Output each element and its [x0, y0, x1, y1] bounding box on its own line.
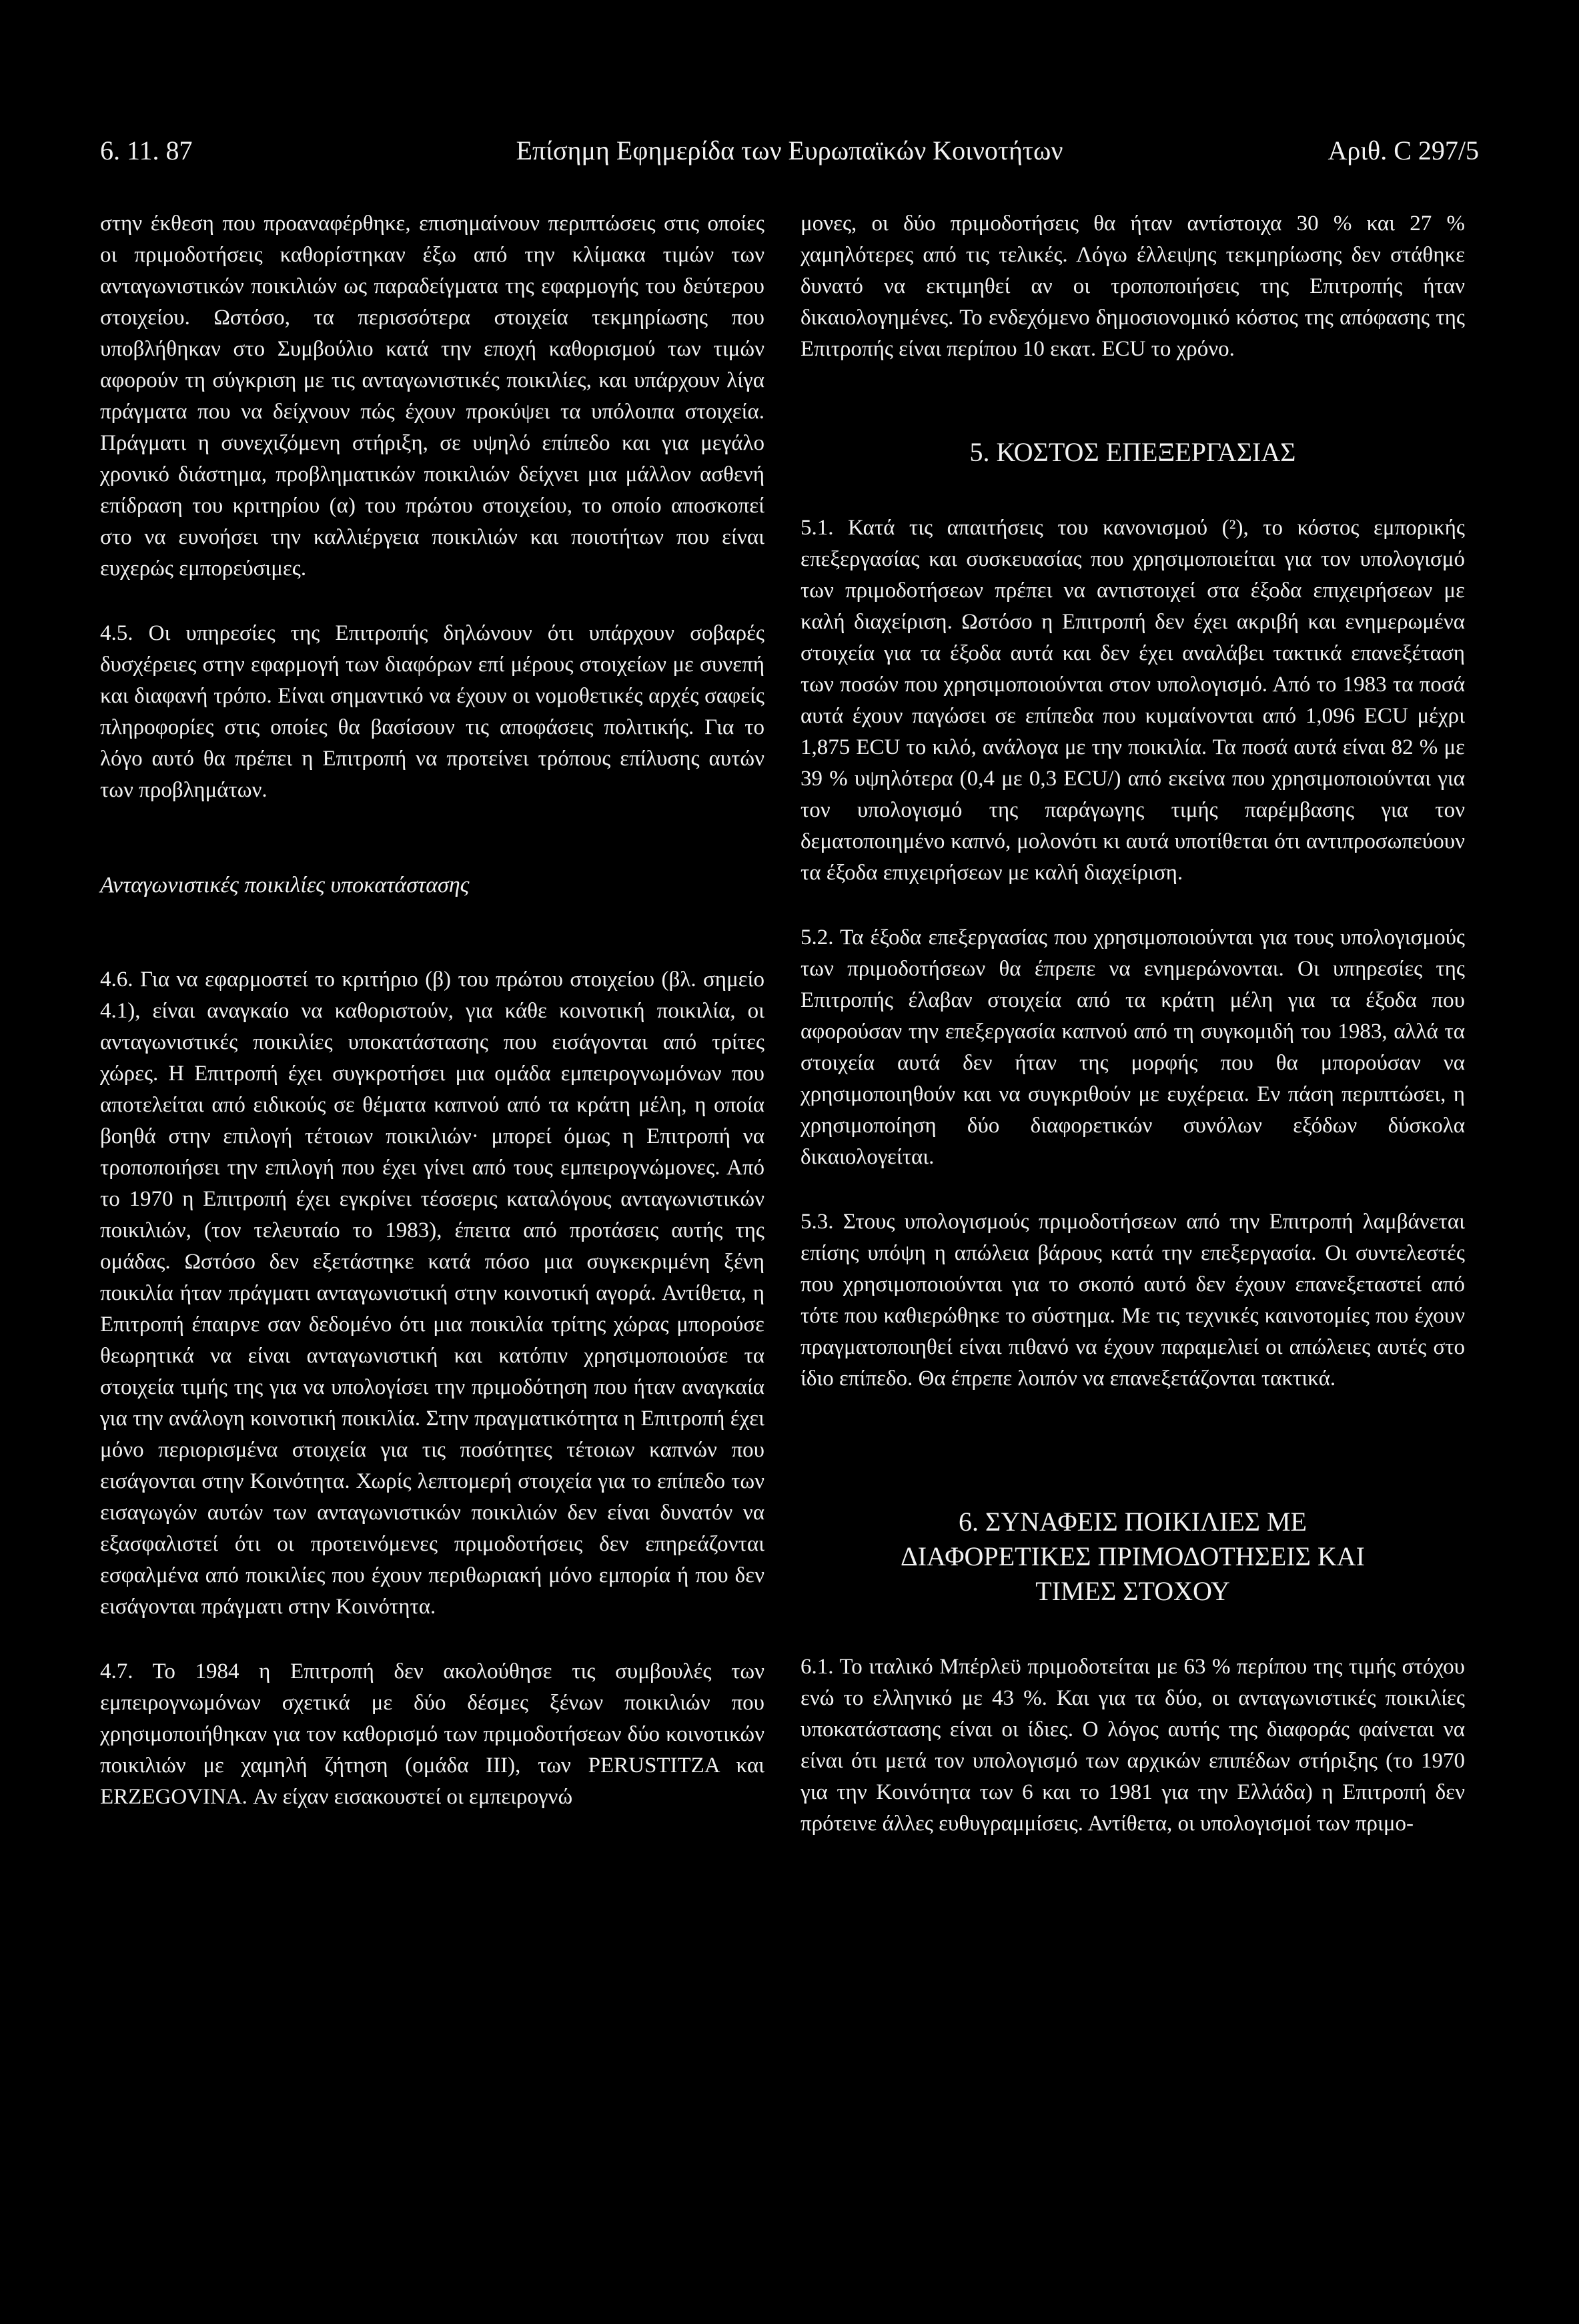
left-column — [100, 208, 764, 1813]
section-5-heading: 5. ΚΟΣΤΟΣ ΕΠΕΞΕΡΓΑΣΙΑΣ — [969, 437, 1296, 467]
paragraph-5-2: 5.2. Τα έξοδα επεξεργασίας που χρησιμοποιούνται για τους υπολογισμούς των πριμοδοτήσεων θα έπρεπε να ενημερώνονται. Οι υπηρεσίες της Επιτροπής έλαβαν στοιχεία από τα κράτη μέλη για τα έξοδα που αφορούσαν την επεξεργασία καπνού από τη συγκομιδή του 1983, αλλά τα στοιχεία αυτά δεν ήταν της μορφής που θα μπορούσαν να χρησιμοποιηθούν και να συγκριθούν με ευχέρεια. Εν πάση περιπτώσει, η χρησιμοποίηση δύο διαφορετικών συνόλων εξόδων δύσκολα δικαιολογείται. — [801, 925, 1465, 1169]
paragraph-4-4-continued: στην έκθεση που προαναφέρθηκε, επισημαίνουν περιπτώσεις στις οποίες οι πριμοδοτήσεις καθορίστηκαν έξω από την κλίμακα τιμών των ανταγωνιστικών ποικιλιών ως παραδείγματα της εφαρμογής του δεύτερου στοιχείου. Ωστόσο, τα περισσότερα στοιχεία τεκμηρίωσης που υποβλήθηκαν στο Συμβούλιο κατά την εποχή καθορισμού των τιμών αφορούν τη σύγκριση με τις ανταγωνιστικές ποικιλίες, και υπάρχουν λίγα πράγματα που να δείχνουν πώς έχουν προκύψει τα υπόλοιπα στοιχεία. Πράγματι η συνεχιζόμενη στήριξη, σε υψηλό επίπεδο και για μεγάλο χρονικό διάστημα, προβληματικών ποικιλιών δείχνει μια μάλλον ασθενή επίδραση του κριτηρίου (α) του πρώτου στοιχείου, το οποίο αποσκοπεί στο να ευνοήσει την καλλιέργεια ποικιλιών και ποιοτήτων που είναι ευχερώς εμπορεύσιμες. — [100, 212, 764, 580]
paragraph-4-5: 4.5. Οι υπηρεσίες της Επιτροπής δηλώνουν ότι υπάρχουν σοβαρές δυσχέρειες στην εφαρμογή των διαφόρων επί μέρους στοιχείων με συνεπή και διαφανή τρόπο. Είναι σημαντικό να έχουν οι νομοθετικές αρχές σαφείς πληροφορίες στις οποίες θα βασίσουν τις αποφάσεις πολιτικής. Για το λόγο αυτό θα πρέπει η Επιτροπή να προτείνει τρόπους επίλυσης αυτών των προβλημάτων. — [100, 621, 764, 802]
page-header — [100, 131, 1479, 171]
paragraph-5-1: 5.1. Κατά τις απαιτήσεις του κανονισμού (²), το κόστος εμπορικής επεξεργασίας και συσκευασίας που χρησιμοποιείται για τον υπολογισμό των πριμοδοτήσεων πρέπει να αντιστοιχεί στα έξοδα επιχειρήσεων με καλή διαχείριση. Ωστόσο η Επιτροπή δεν έχει ακριβή και ενημερωμένα στοιχεία για τα έξοδα αυτά και δεν έχει αναλάβει τακτικά επανεξέταση των ποσών που χρησιμοποιούνται στον υπολογισμό. Από το 1983 τα ποσά αυτά έχουν παγώσει σε επίπεδα που κυμαίνονται από 1,096 ECU μέχρι 1,875 ECU το κιλό, ανάλογα με την ποικιλία. Τα ποσά αυτά είναι 82 % με 39 % υψηλότερα (0,4 με 0,3 ECU/) από εκείνα που χρησιμοποιούνται για τον υπολογισμό της παράγωγης τιμής παρέμβασης για τον δεματοποιημένο καπνό, μολονότι κι αυτά υποτίθεται ότι αντιπροσωπεύουν τα έξοδα επιχειρήσεων με καλή διαχείριση. — [801, 516, 1465, 885]
header-date: 6. 11. 87 — [100, 135, 193, 165]
section-6-heading-line-1: 6. ΣΥΝΑΦΕΙΣ ΠΟΙΚΙΛΙΕΣ ΜΕ — [959, 1507, 1307, 1537]
header-journal-title: Επίσημη Εφημερίδα των Ευρωπαϊκών Κοινοτήτων — [516, 135, 1063, 165]
paragraph-6-1: 6.1. Το ιταλικό Μπέρλεϋ πριμοδοτείται με 63 % περίπου της τιμής στόχου ενώ το ελληνικό με 43 %. Και για τα δύο, οι ανταγωνιστικές ποικιλίες υποκατάστασης είναι οι ίδιες. Ο λόγος αυτής της διαφοράς φαίνεται να είναι ότι μετά τον υπολογισμό των αρχικών επιπέδων στήριξης (το 1970 για την Κοινότητα των 6 και το 1981 για την Ελλάδα) η Επιτροπή δεν πρότεινε άλλες ευθυγραμμίσεις. Αντίθετα, οι υπολογισμοί των πριμο- — [801, 1655, 1465, 1836]
section-6-heading — [801, 1505, 1465, 1609]
header-issue-number: Αριθ. C 297/5 — [1328, 135, 1479, 165]
paragraph-4-7-continued: μονες, οι δύο πριμοδοτήσεις θα ήταν αντίστοιχα 30 % και 27 % χαμηλότερες από τις τελικές. Λόγω έλλειψης τεκμηρίωσης δεν στάθηκε δυνατό να εκτιμηθεί αν οι τροποποιήσεις της Επιτροπής ήταν δικαιολογημένες. Το ενδεχόμενο δημοσιονομικό κόστος της απόφασης της Επιτροπής είναι περίπου 10 εκατ. ECU το χρόνο. — [801, 212, 1465, 361]
section-6-heading-line-2: ΔΙΑΦΟΡΕΤΙΚΕΣ ΠΡΙΜΟΔΟΤΗΣΕΙΣ ΚΑΙ — [901, 1541, 1365, 1571]
section-6-heading-line-3: ΤΙΜΕΣ ΣΤΟΧΟΥ — [1035, 1576, 1230, 1606]
paragraph-5-3: 5.3. Στους υπολογισμούς πριμοδοτήσεων από την Επιτροπή λαμβάνεται επίσης υπόψη η απώλεια βάρους κατά την επεξεργασία. Οι συντελεστές που χρησιμοποιούνται για το σκοπό αυτό δεν έχουν επανεξεταστεί από τότε που καθιερώθηκε το σύστημα. Με τις τεχνικές καινοτομίες που έχουν πραγματοποιηθεί είναι πιθανό να έχουν παραμελιεί οι απώλειες αυτές στο ίδιο επίπεδο. Θα έπρεπε λοιπόν να επανεξετάζονται τακτικά. — [801, 1210, 1465, 1391]
paragraph-4-6: 4.6. Για να εφαρμοστεί το κριτήριο (β) του πρώτου στοιχείου (βλ. σημείο 4.1), είναι αναγκαίο να καθοριστούν, για κάθε κοινοτική ποικιλία, οι ανταγωνιστικές ποικιλίες υποκατάστασης που εισάγονται από τρίτες χώρες. Η Επιτροπή έχει συγκροτήσει μια ομάδα εμπειρογνωμόνων που αποτελείται από ειδικούς σε θέματα καπνού από τα κράτη μέλη, η οποία βοηθά στην επιλογή τέτοιων ποικιλιών· μπορεί όμως η Επιτροπή να τροποποιήσει την επιλογή που έχει γίνει από τους εμπειρογνώμονες. Από το 1970 η Επιτροπή έχει εγκρίνει τέσσερις καταλόγους ανταγωνιστικών ποικιλιών, (τον τελευταίο το 1983), έπειτα από προτάσεις αυτής της ομάδας. Ωστόσο δεν εξετάστηκε κατά πόσο μια συγκεκριμένη ξένη ποικιλία ήταν πράγματι ανταγωνιστική στην κοινοτική αγορά. Αντίθετα, η Επιτροπή έπαιρνε σαν δεδομένο ότι μια ποικιλία τρίτης χώρας μπορούσε θεωρητικά να είναι ανταγωνιστική και κατόπιν χρησιμοποιούσε τα στοιχεία τιμής της για να υπολογίσει την πριμοδότηση που ήταν αναγκαία για την ανάλογη κοινοτική ποικιλία. Στην πραγματικότητα η Επιτροπή έχει μόνο περιορισμένα στοιχεία για τις ποσότητες τέτοιων καπνών που εισάγονται στην Κοινότητα. Χωρίς λεπτομερή στοιχεία για το επίπεδο των εισαγωγών αυτών των ανταγωνιστικών ποικιλιών δεν είναι δυνατόν να εξασφαλιστεί ότι οι προτεινόμενες πριμοδοτήσεις δεν επηρεάζονται εσφαλμένα από ποικιλίες που έχουν περιθωριακή μόνο εμπορία ή που δεν εισάγονται πράγματι στην Κοινότητα. — [100, 967, 764, 1619]
paragraph-4-7: 4.7. Το 1984 η Επιτροπή δεν ακολούθησε τις συμβουλές των εμπειρογνωμόνων σχετικά με δύο δέσμες ξένων ποικιλιών που χρησιμοποιήθηκαν για τον καθορισμό των πριμοδοτήσεων δύο κοινοτικών ποικιλιών με χαμηλή ζήτηση (ομάδα ΙΙΙ), των PERUSTITZA και ERZEGOVINA. Αν είχαν εισακουστεί οι εμπειρογνώ — [100, 1659, 764, 1809]
subheading-competing-varieties: Ανταγωνιστικές ποικιλίες υποκατάστασης — [100, 873, 470, 897]
right-column — [801, 208, 1465, 1840]
